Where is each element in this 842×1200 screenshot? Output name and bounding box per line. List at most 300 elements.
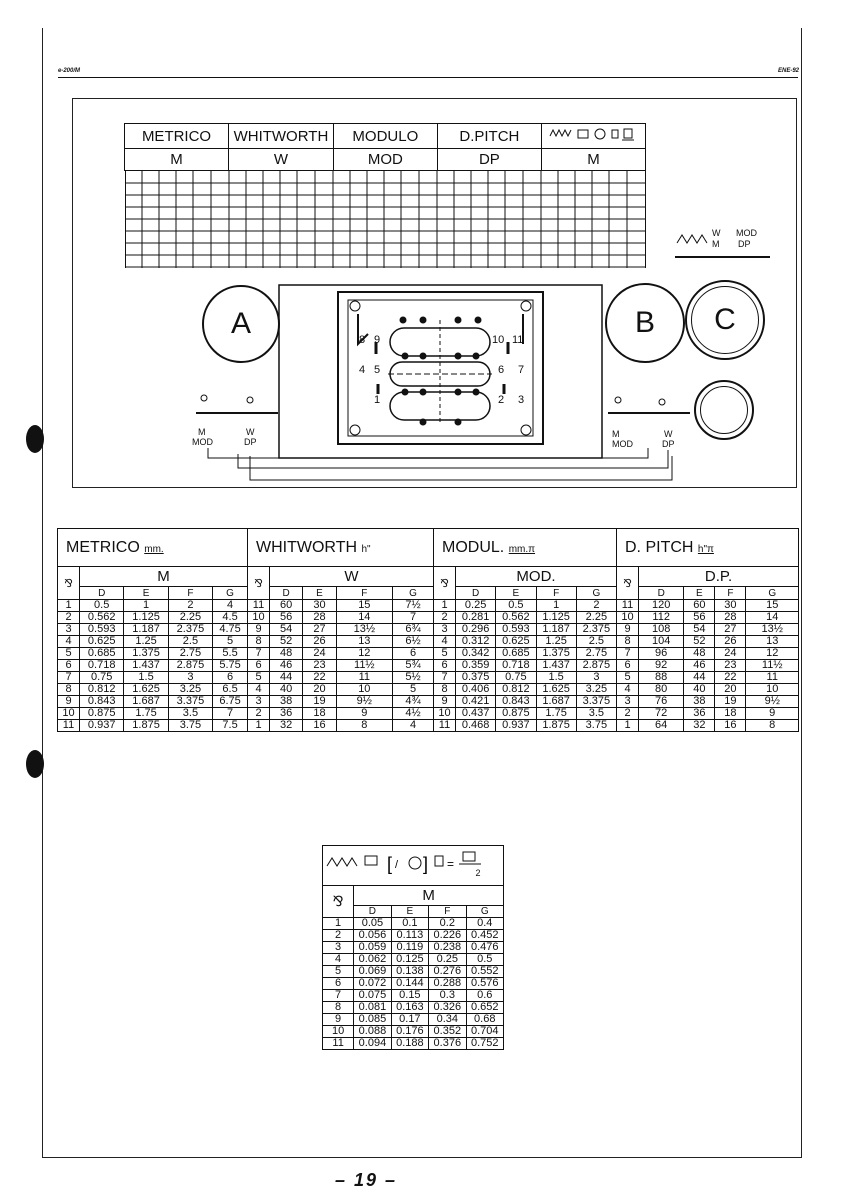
- thread-value: 9: [746, 708, 799, 720]
- thread-value: 1.125: [124, 612, 168, 624]
- feed-value: 0.352: [429, 1026, 466, 1038]
- thread-value: 92: [639, 660, 684, 672]
- table-row: [323, 930, 504, 942]
- thread-value: 3.75: [168, 720, 212, 732]
- lever-position: 4: [248, 684, 270, 696]
- lever-position: 10: [434, 708, 456, 720]
- thread-value: 3: [576, 672, 616, 684]
- thread-value: 0.625: [496, 636, 536, 648]
- feed-value: 0.25: [429, 954, 466, 966]
- feed-value: 0.05: [354, 918, 391, 930]
- thread-value: 44: [270, 672, 303, 684]
- thread-value: 0.468: [456, 720, 496, 732]
- feed-value: 0.119: [391, 942, 428, 954]
- col-head: F: [715, 587, 746, 600]
- thread-value: 7: [393, 612, 434, 624]
- col-head: G: [213, 587, 248, 600]
- feed-value: 0.176: [391, 1026, 428, 1038]
- svg-text:/: /: [395, 859, 399, 871]
- thread-value: 112: [639, 612, 684, 624]
- lever-position: 9: [434, 696, 456, 708]
- lever-position: 9: [58, 696, 80, 708]
- lever-position: 9: [323, 1014, 354, 1026]
- thread-value: 30: [303, 600, 336, 612]
- thread-value: 4½: [393, 708, 434, 720]
- thread-value: 22: [303, 672, 336, 684]
- thread-value: 0.593: [80, 624, 124, 636]
- thread-value: 52: [684, 636, 715, 648]
- thread-value: 7.5: [213, 720, 248, 732]
- sec-whitworth-code: W: [270, 567, 434, 587]
- lever-position: 4: [323, 954, 354, 966]
- ref-head-metrico: METRICO: [125, 124, 229, 149]
- thread-value: 0.75: [80, 672, 124, 684]
- feed-value: 0.075: [354, 990, 391, 1002]
- feed-value: 0.552: [466, 966, 503, 978]
- thread-value: 11½: [336, 660, 392, 672]
- feed-value: 0.094: [354, 1038, 391, 1050]
- pos-8: 8: [359, 334, 366, 346]
- thread-value: 22: [715, 672, 746, 684]
- thread-value: 26: [303, 636, 336, 648]
- thread-value: 2.875: [576, 660, 616, 672]
- thread-value: 4: [393, 720, 434, 732]
- fine-feed-body: [323, 918, 504, 1050]
- thread-value: 9: [336, 708, 392, 720]
- empty-grid: [125, 171, 646, 268]
- lever-position: 3: [617, 696, 639, 708]
- col-head: G: [576, 587, 616, 600]
- feed-value: 0.085: [354, 1014, 391, 1026]
- table-row: [323, 966, 504, 978]
- thread-value: 0.843: [496, 696, 536, 708]
- thread-value: 16: [303, 720, 336, 732]
- lever-right-w: W: [664, 429, 673, 439]
- thread-value: 0.375: [456, 672, 496, 684]
- lever-position: 8: [434, 684, 456, 696]
- thread-value: 0.718: [496, 660, 536, 672]
- col-head: E: [391, 906, 428, 918]
- thread-value: 7½: [393, 600, 434, 612]
- pos-2: 2: [498, 394, 505, 406]
- sec-metrico-title: METRICO mm.: [58, 529, 248, 567]
- lever-position: 4: [434, 636, 456, 648]
- thread-value: 2.375: [168, 624, 212, 636]
- sec-whitworth-title: WHITWORTH h": [248, 529, 434, 567]
- lever-position: 8: [58, 684, 80, 696]
- thread-value: 2.875: [168, 660, 212, 672]
- lever-icon: ⅋: [434, 567, 456, 600]
- pos-11: 11: [512, 334, 524, 346]
- sec-dpitch-title: D. PITCH h"π: [617, 529, 799, 567]
- thread-value: 15: [336, 600, 392, 612]
- lever-position: 3: [434, 624, 456, 636]
- lever-position: 4: [58, 636, 80, 648]
- thread-value: 1.875: [536, 720, 576, 732]
- thread-value: 5½: [393, 672, 434, 684]
- thread-value: 6¾: [393, 624, 434, 636]
- lever-left-m: M: [198, 427, 206, 437]
- ref-head-whitworth: WHITWORTH: [229, 124, 334, 149]
- lever-position: 8: [248, 636, 270, 648]
- thread-value: 2.25: [168, 612, 212, 624]
- gear-b: [605, 283, 685, 363]
- pos-4: 4: [359, 364, 366, 376]
- feed-value: 0.34: [429, 1014, 466, 1026]
- feed-value: 0.138: [391, 966, 428, 978]
- thread-value: 1.187: [536, 624, 576, 636]
- thread-value: 0.359: [456, 660, 496, 672]
- col-head: D: [354, 906, 391, 918]
- feed-value: 0.576: [466, 978, 503, 990]
- lever-left-mod: MOD: [192, 437, 213, 447]
- thread-value: 0.812: [80, 684, 124, 696]
- feed-value: 0.072: [354, 978, 391, 990]
- sec-metrico-code: M: [80, 567, 248, 587]
- thread-value: 1.187: [124, 624, 168, 636]
- header-rule: [58, 77, 798, 78]
- feed-value: 0.452: [466, 930, 503, 942]
- thread-value: 3.75: [576, 720, 616, 732]
- thread-value: 1.5: [536, 672, 576, 684]
- feed-value: 0.226: [429, 930, 466, 942]
- thread-value: 1.375: [124, 648, 168, 660]
- pos-9: 9: [374, 334, 381, 346]
- thread-value: 10: [336, 684, 392, 696]
- lever-position: 11: [58, 720, 80, 732]
- thread-value: 3.25: [576, 684, 616, 696]
- thread-value: 19: [715, 696, 746, 708]
- thread-value: 16: [715, 720, 746, 732]
- legend-dp: DP: [738, 239, 751, 249]
- legend-m: M: [712, 239, 720, 249]
- thread-value: 0.312: [456, 636, 496, 648]
- thread-value: 1.375: [536, 648, 576, 660]
- thread-value: 9½: [746, 696, 799, 708]
- feed-value: 0.163: [391, 1002, 428, 1014]
- lever-position: 8: [323, 1002, 354, 1014]
- thread-value: 48: [684, 648, 715, 660]
- thread-value: 2.75: [168, 648, 212, 660]
- table-row: [323, 918, 504, 930]
- col-head: F: [336, 587, 392, 600]
- thread-value: 1.875: [124, 720, 168, 732]
- header-left: e-200/M: [58, 68, 81, 74]
- lever-icon: ⅋: [617, 567, 639, 600]
- thread-value: 1.437: [124, 660, 168, 672]
- thread-value: 88: [639, 672, 684, 684]
- feed-value: 0.2: [429, 918, 466, 930]
- col-head: G: [466, 906, 503, 918]
- col-head: F: [536, 587, 576, 600]
- thread-value: 0.685: [496, 648, 536, 660]
- lever-icon: ⅋: [248, 567, 270, 600]
- feed-value: 0.752: [466, 1038, 503, 1050]
- thread-value: 36: [684, 708, 715, 720]
- lever-right-m: M: [612, 429, 620, 439]
- thread-value: 36: [270, 708, 303, 720]
- thread-value: 0.875: [496, 708, 536, 720]
- pos-10: 10: [492, 334, 505, 346]
- lever-position: 1: [323, 918, 354, 930]
- thread-value: 48: [270, 648, 303, 660]
- col-head: D: [270, 587, 303, 600]
- thread-value: 5.5: [213, 648, 248, 660]
- thread-value: 26: [715, 636, 746, 648]
- thread-value: 20: [715, 684, 746, 696]
- lever-position: 1: [58, 600, 80, 612]
- thread-value: 13½: [746, 624, 799, 636]
- punch-hole: [26, 750, 44, 778]
- lever-icon: ⅋: [323, 886, 354, 918]
- thread-value: 76: [639, 696, 684, 708]
- thread-value: 23: [303, 660, 336, 672]
- feed-value: 0.68: [466, 1014, 503, 1026]
- thread-value: 28: [303, 612, 336, 624]
- lever-icon: ⅋: [58, 567, 80, 600]
- thread-value: 7: [213, 708, 248, 720]
- legend-mod: MOD: [736, 228, 757, 238]
- lever-position: 6: [248, 660, 270, 672]
- thread-value: 0.562: [80, 612, 124, 624]
- thread-value: 0.718: [80, 660, 124, 672]
- feed-value: 0.069: [354, 966, 391, 978]
- lever-position: 5: [248, 672, 270, 684]
- table-row: [58, 648, 799, 660]
- lever-position: 10: [248, 612, 270, 624]
- feed-value: 0.088: [354, 1026, 391, 1038]
- lever-position: 10: [617, 612, 639, 624]
- thread-value: 0.296: [456, 624, 496, 636]
- pos-7: 7: [518, 364, 525, 376]
- lever-left-dp: DP: [244, 437, 257, 447]
- feed-value: 0.376: [429, 1038, 466, 1050]
- lever-position: 11: [323, 1038, 354, 1050]
- thread-value: 108: [639, 624, 684, 636]
- table-row: [58, 612, 799, 624]
- lever-position: 2: [248, 708, 270, 720]
- lever-position: 8: [617, 636, 639, 648]
- sec-modul-title: MODUL. mm.π: [434, 529, 617, 567]
- lever-position: 7: [323, 990, 354, 1002]
- thread-value: 27: [303, 624, 336, 636]
- table-row: [58, 720, 799, 732]
- lever-position: 2: [58, 612, 80, 624]
- feed-value: 0.276: [429, 966, 466, 978]
- table-row: [58, 708, 799, 720]
- thread-value: 0.5: [496, 600, 536, 612]
- pos-3: 3: [518, 394, 525, 406]
- thread-value: 52: [270, 636, 303, 648]
- thread-value: 5: [213, 636, 248, 648]
- thread-value: 0.421: [456, 696, 496, 708]
- thread-value: 12: [336, 648, 392, 660]
- feed-value: 0.081: [354, 1002, 391, 1014]
- thread-value: 32: [684, 720, 715, 732]
- table-row: [58, 624, 799, 636]
- thread-value: 1.25: [124, 636, 168, 648]
- lever-position: 2: [617, 708, 639, 720]
- table-row: [58, 684, 799, 696]
- thread-value: 11: [336, 672, 392, 684]
- feed-value: 0.704: [466, 1026, 503, 1038]
- thread-value: 2.5: [576, 636, 616, 648]
- lever-position: 5: [617, 672, 639, 684]
- ref-head-symbols: [541, 124, 645, 149]
- feed-value: 0.238: [429, 942, 466, 954]
- thread-value: 1.75: [536, 708, 576, 720]
- lever-position: 4: [617, 684, 639, 696]
- col-head: D: [639, 587, 684, 600]
- thread-value: 1: [536, 600, 576, 612]
- thread-value: 5: [393, 684, 434, 696]
- table-row: [323, 1014, 504, 1026]
- thread-value: 0.593: [496, 624, 536, 636]
- thread-value: 56: [684, 612, 715, 624]
- thread-value: 46: [270, 660, 303, 672]
- thread-value: 24: [715, 648, 746, 660]
- thread-value: 18: [303, 708, 336, 720]
- sec-dpitch-code: D.P.: [639, 567, 799, 587]
- thread-value: 64: [639, 720, 684, 732]
- thread-value: 13: [746, 636, 799, 648]
- thread-value: 12: [746, 648, 799, 660]
- thread-value: 6.5: [213, 684, 248, 696]
- lever-position: 9: [617, 624, 639, 636]
- thread-value: 72: [639, 708, 684, 720]
- lever-position: 11: [434, 720, 456, 732]
- thread-value: 4: [213, 600, 248, 612]
- table-row: [323, 1002, 504, 1014]
- lever-position: 3: [58, 624, 80, 636]
- thread-value: 0.25: [456, 600, 496, 612]
- thread-value: 24: [303, 648, 336, 660]
- ref-code-w: W: [229, 149, 334, 171]
- page-number: – 19 –: [335, 1170, 398, 1190]
- col-head: E: [124, 587, 168, 600]
- thread-value: 38: [684, 696, 715, 708]
- col-head: E: [496, 587, 536, 600]
- thread-value: 40: [270, 684, 303, 696]
- feed-value: 0.15: [391, 990, 428, 1002]
- lever-right-mod: MOD: [612, 439, 633, 449]
- thread-value: 0.812: [496, 684, 536, 696]
- thread-value: 54: [684, 624, 715, 636]
- lever-position: 1: [617, 720, 639, 732]
- gear-b-label: B: [634, 306, 655, 339]
- col-head: E: [303, 587, 336, 600]
- thread-value: 0.875: [80, 708, 124, 720]
- feed-value: 0.288: [429, 978, 466, 990]
- thread-value: 0.437: [456, 708, 496, 720]
- thread-value: 38: [270, 696, 303, 708]
- thread-value: 4.75: [213, 624, 248, 636]
- table-row: [58, 636, 799, 648]
- lever-position: 6: [323, 978, 354, 990]
- lever-position: 11: [617, 600, 639, 612]
- feed-value: 0.059: [354, 942, 391, 954]
- lever-position: 11: [248, 600, 270, 612]
- thread-value: 1.75: [124, 708, 168, 720]
- thread-value: 40: [684, 684, 715, 696]
- table-row: [323, 1026, 504, 1038]
- thread-value: 0.937: [80, 720, 124, 732]
- fine-feed-table: [322, 845, 504, 1050]
- feed-value: 0.3: [429, 990, 466, 1002]
- table-row: [323, 942, 504, 954]
- thread-value: 27: [715, 624, 746, 636]
- gear-c: [685, 280, 765, 360]
- thread-value: 5.75: [213, 660, 248, 672]
- thread-value: 1.125: [536, 612, 576, 624]
- table-row: [323, 990, 504, 1002]
- lever-position: 3: [248, 696, 270, 708]
- thread-value: 6.75: [213, 696, 248, 708]
- pos-6: 6: [498, 364, 505, 376]
- thread-value: 0.281: [456, 612, 496, 624]
- table-row: [58, 600, 799, 612]
- lever-position: 6: [617, 660, 639, 672]
- thread-value: 5¾: [393, 660, 434, 672]
- feed-value: 0.062: [354, 954, 391, 966]
- thread-value: 44: [684, 672, 715, 684]
- thread-value: 60: [684, 600, 715, 612]
- thread-value: 3.5: [168, 708, 212, 720]
- thread-value: 104: [639, 636, 684, 648]
- thread-value: 0.685: [80, 648, 124, 660]
- ref-head-dpitch: D.PITCH: [437, 124, 541, 149]
- col-head: F: [429, 906, 466, 918]
- ref-code-dp: DP: [437, 149, 541, 171]
- thread-value: 0.406: [456, 684, 496, 696]
- feed-value: 0.1: [391, 918, 428, 930]
- thread-value: 54: [270, 624, 303, 636]
- thread-value: 60: [270, 600, 303, 612]
- lever-position: 2: [323, 930, 354, 942]
- thread-value: 20: [303, 684, 336, 696]
- gear-a: [202, 285, 280, 363]
- feed-value: 0.6: [466, 990, 503, 1002]
- thread-value: 2.5: [168, 636, 212, 648]
- header-right: ENE-92: [778, 68, 800, 74]
- feed-value: 0.5: [466, 954, 503, 966]
- lever-position: 10: [323, 1026, 354, 1038]
- thread-value: 0.342: [456, 648, 496, 660]
- lever-position: 7: [617, 648, 639, 660]
- ref-code-m2: M: [541, 149, 645, 171]
- gear-a-label: A: [230, 307, 251, 340]
- table-row: [58, 672, 799, 684]
- lever-position: 7: [434, 672, 456, 684]
- thread-value: 1.437: [536, 660, 576, 672]
- thread-value: 0.562: [496, 612, 536, 624]
- fine-feed-formula: [323, 846, 504, 886]
- thread-value: 2: [168, 600, 212, 612]
- lever-position: 5: [323, 966, 354, 978]
- thread-value: 1.625: [536, 684, 576, 696]
- thread-value: 1.687: [124, 696, 168, 708]
- lever-linkage: [190, 380, 710, 492]
- lever-position: 3: [323, 942, 354, 954]
- feed-value: 0.326: [429, 1002, 466, 1014]
- thread-value: 30: [715, 600, 746, 612]
- thread-value: 11½: [746, 660, 799, 672]
- svg-text:]: ]: [423, 854, 429, 874]
- thread-value: 2.25: [576, 612, 616, 624]
- legend-w: W: [712, 228, 721, 238]
- thread-value: 0.937: [496, 720, 536, 732]
- feed-value: 0.17: [391, 1014, 428, 1026]
